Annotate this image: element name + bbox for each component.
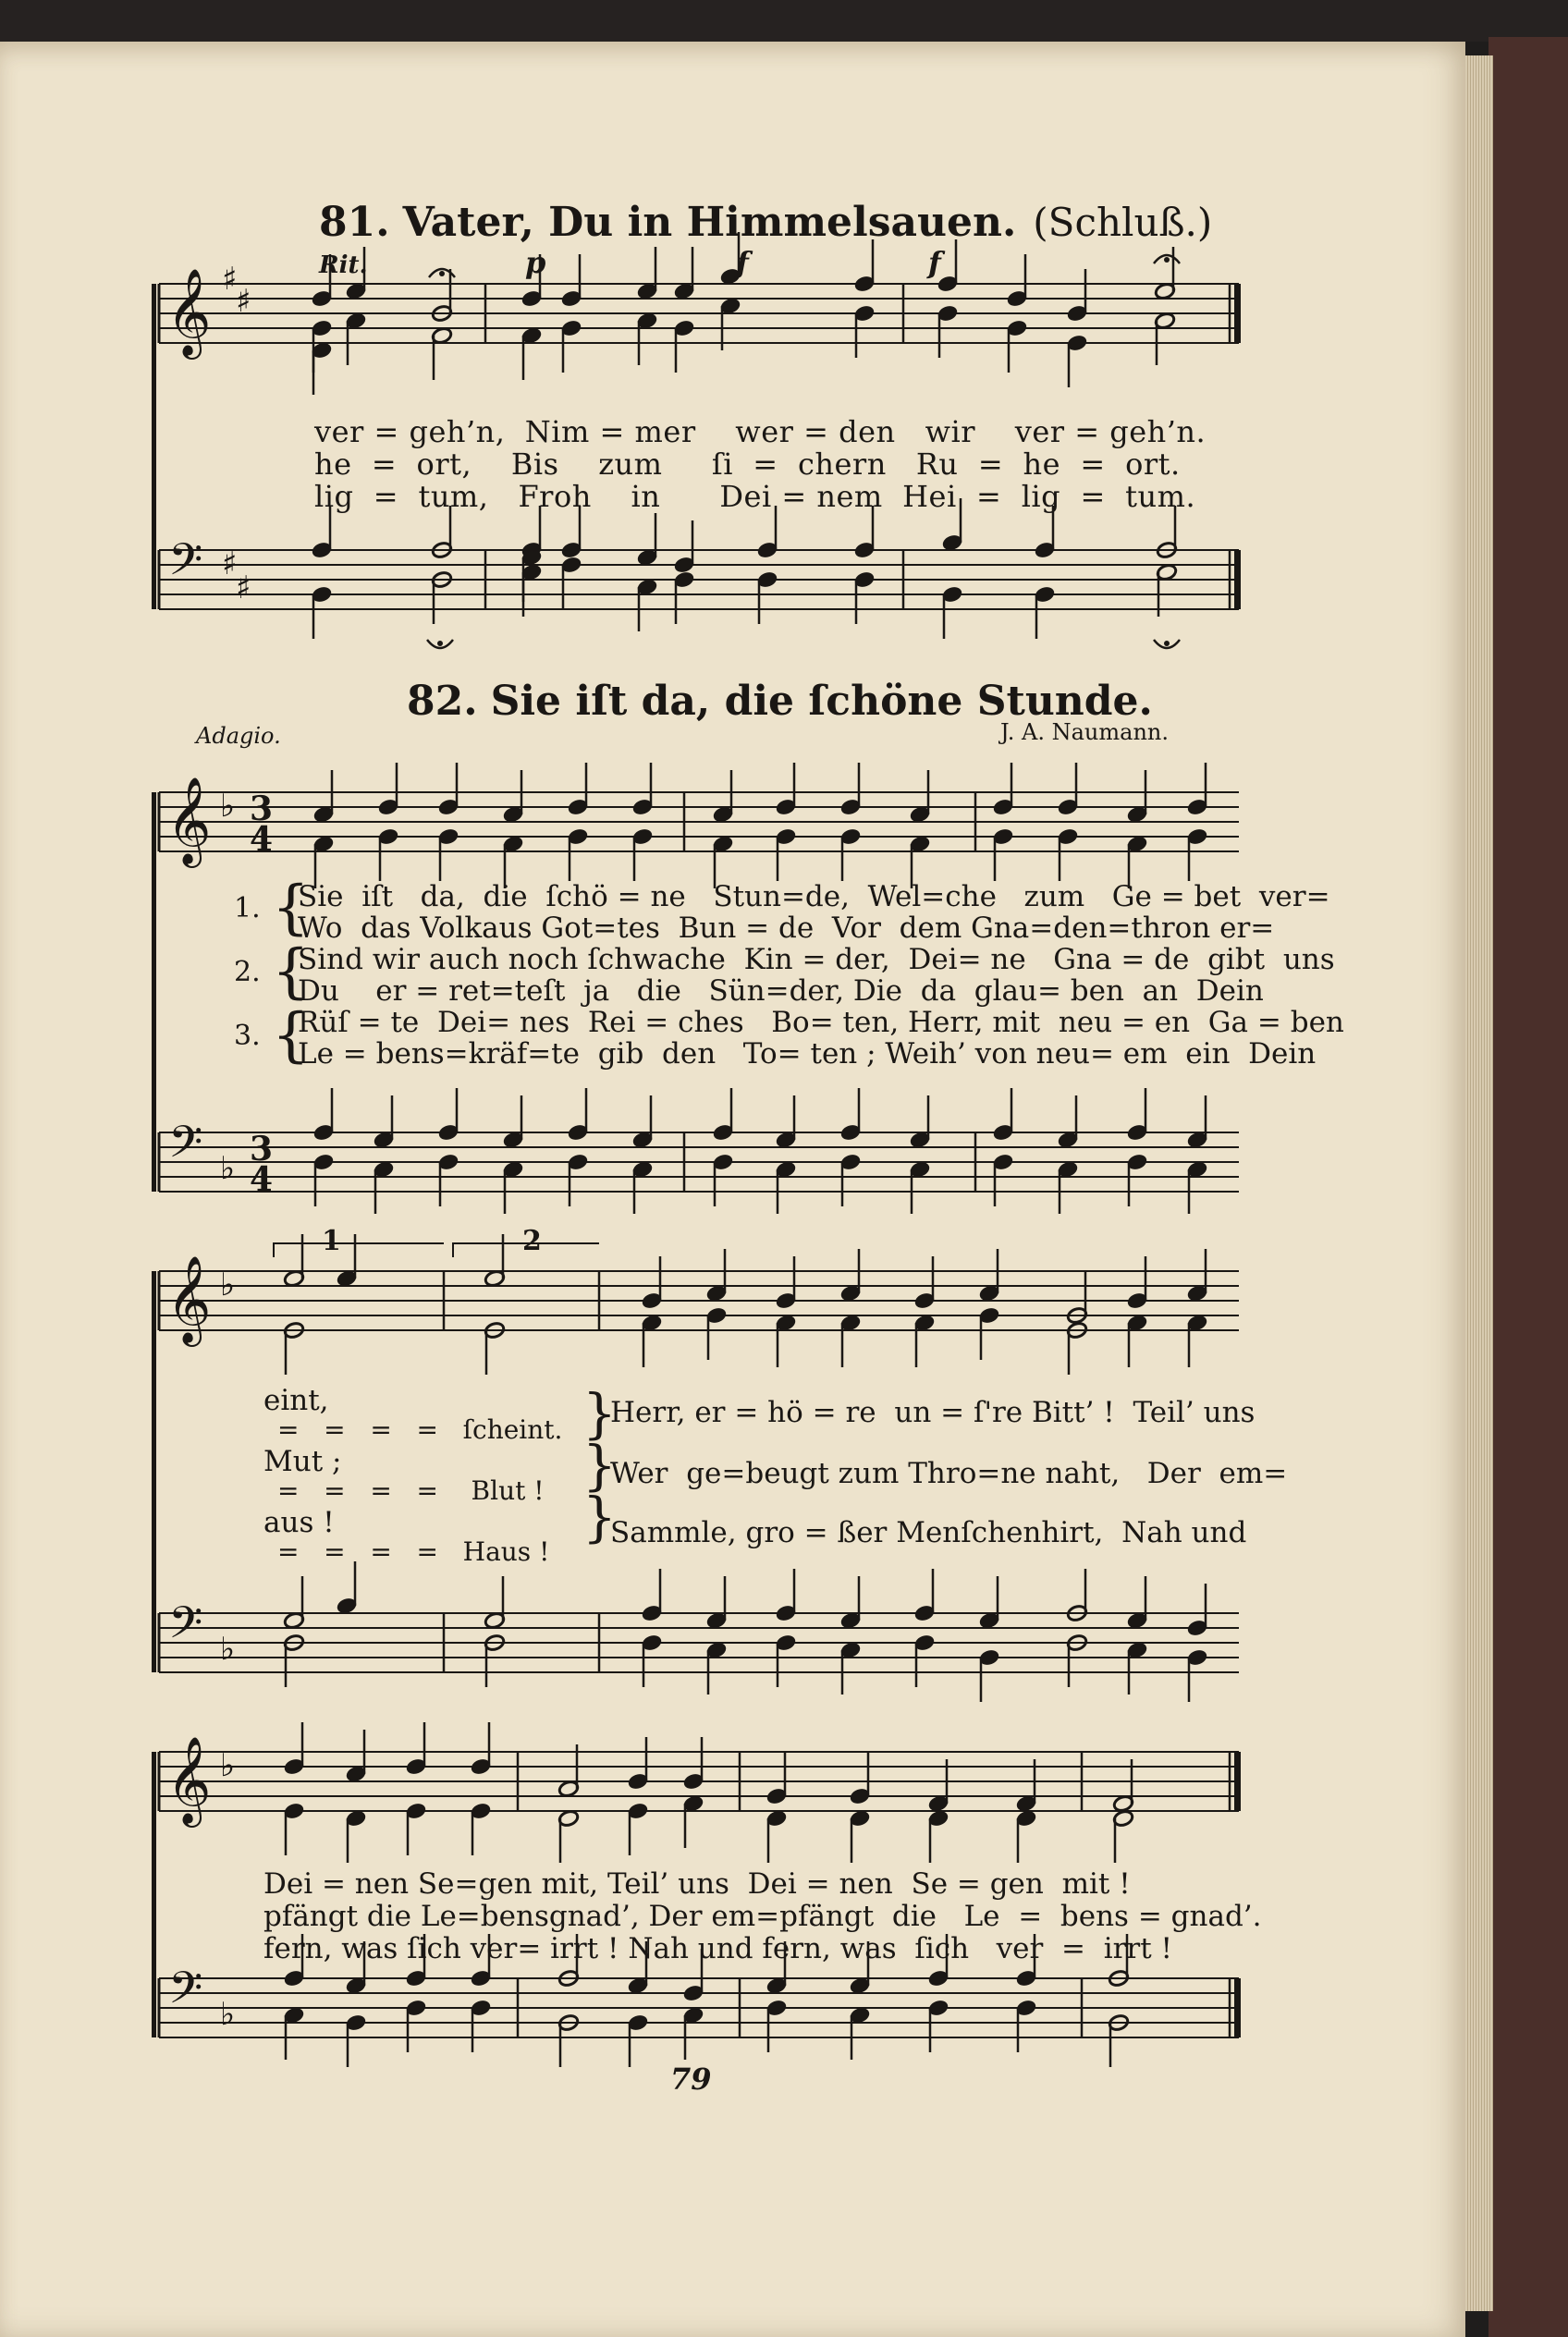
hymn-81-lyric-line-2: he = ort, Bis zum ſi = chern Ru = he = ort. [314, 447, 1181, 482]
hymn-81-lyric-line-3: lig = tum, Froh in Dei = nem Hei = lig = tum. [314, 479, 1196, 514]
treble-clef: 𝄞 [166, 1736, 212, 1824]
key-signature-accidental: ♭ [220, 1150, 236, 1187]
system-2-left-line-6: = = = = Haus ! [277, 1536, 550, 1567]
verse-brace-2: { [272, 937, 310, 1006]
key-signature-accidental: ♭ [220, 1996, 236, 2033]
verse-brace-3: { [272, 1001, 310, 1070]
final-bar-line [1234, 284, 1241, 343]
system-2-brace-2: } [582, 1434, 617, 1497]
verse-number-2: 2. [234, 956, 261, 988]
final-bar-line [1234, 550, 1241, 609]
hymn-81-heading [319, 199, 1212, 246]
system-bracket [152, 1752, 156, 2037]
system-2-right-line-1: Herr, er = hö = re un = ſ're Bitt’ ! Teil’ uns [610, 1396, 1256, 1429]
hymn-82-verse-1-line-1: Sie iſt da, die ſchö = ne Stun=de, Wel=che zum Ge = bet ver= [298, 880, 1330, 913]
hymn-82-title: Sie iſt da, die ſchöne Stunde. [490, 678, 1153, 725]
time-signature-top: 3 [250, 1130, 274, 1168]
verse-number-1: 1. [234, 892, 261, 924]
hymn-82-verse-1-line-2: Wo das Volkaus Got=tes Bun = de Vor dem Gna=den=thron er= [298, 912, 1275, 945]
key-signature-accidental: ♭ [220, 1747, 236, 1784]
fermata-dot [439, 271, 445, 276]
hymn-81-lyric-line-1: ver = geh’n, Nim = mer wer = den wir ver = geh’n. [314, 414, 1207, 449]
hymn-82-number: 82. [407, 678, 478, 725]
bass-clef: 𝄢 [168, 533, 203, 596]
fermata-dot [437, 641, 443, 646]
dynamic-forte-1: f [736, 245, 749, 280]
system-2-left-line-3: Mut ; [263, 1445, 342, 1478]
key-signature-accidental: ♭ [220, 1266, 236, 1303]
hymn-81-subtitle: (Schluß.) [1033, 200, 1213, 245]
time-signature-top: 3 [250, 789, 274, 828]
system-bracket [152, 284, 156, 609]
treble-clef: 𝄞 [166, 268, 212, 356]
tempo-marking: Adagio. [196, 723, 281, 749]
fermata-dot [1164, 257, 1170, 263]
system-3-lyric-line-2: pfängt die Le=bensgnad’, Der em=pfängt die Le = bens = gnad’. [263, 1900, 1262, 1933]
hymn-81-number: 81. [319, 199, 390, 246]
verse-brace-1: { [272, 874, 310, 942]
ritardando-mark: Rit. [319, 251, 368, 279]
bass-clef: 𝄢 [168, 1597, 203, 1659]
time-signature-bottom: 4 [250, 820, 274, 859]
hymn-82-heading [407, 678, 1153, 725]
dynamic-piano: p [525, 245, 546, 280]
system-2-right-line-3: Sammle, gro = ßer Menſchenhirt, Nah und [610, 1516, 1247, 1549]
hymn-82-verse-2-line-1: Sind wir auch noch ſchwache Kin = der, Dei= ne Gna = de gibt uns [298, 943, 1335, 976]
hymn-82-verse-3-line-1: Rüſ = te Dei= nes Rei = ches Bo= ten, Herr, mit neu = en Ga = ben [298, 1006, 1344, 1039]
key-signature-accidental: ♯ [222, 261, 238, 298]
hymn-81-title: Vater, Du in Himmelsauen. [402, 199, 1017, 246]
system-2-brace-3: } [582, 1486, 617, 1548]
system-2-brace-1: } [582, 1382, 617, 1445]
key-signature-accidental: ♭ [220, 1631, 236, 1668]
hymn-82-verse-2-line-2: Du er = ret=teſt ja die Sün=der, Die da glau= ben an Dein [298, 974, 1264, 1008]
dynamic-forte-2: f [928, 245, 941, 280]
system-2-left-line-4: = = = = Blut ! [277, 1475, 545, 1506]
key-signature-accidental: ♯ [236, 569, 251, 606]
system-2-left-line-5: aus ! [263, 1506, 335, 1539]
volta-1-label: 1 [322, 1225, 341, 1257]
key-signature-accidental: ♭ [220, 788, 236, 825]
key-signature-accidental: ♯ [236, 283, 251, 320]
volta-bracket [274, 1243, 444, 1257]
treble-clef: 𝄞 [166, 1255, 212, 1343]
time-signature-bottom: 4 [250, 1160, 274, 1199]
composer-name: J. A. Naumann. [1000, 719, 1169, 745]
verse-number-3: 3. [234, 1020, 261, 1052]
system-2-right-line-2: Wer ge=beugt zum Thro=ne naht, Der em= [610, 1457, 1288, 1490]
fermata-dot [1164, 641, 1170, 646]
system-3-lyric-line-1: Dei = nen Se=gen mit, Teil’ uns Dei = nen Se = gen mit ! [263, 1867, 1131, 1901]
treble-clef: 𝄞 [166, 777, 212, 864]
system-3-lyric-line-3: fern, was ſich ver= irrt ! Nah und fern, was ſich ver = irrt ! [263, 1932, 1173, 1965]
system-2-left-line-2: = = = = ſcheint. [277, 1414, 563, 1445]
final-bar-line [1234, 1978, 1241, 2037]
system-2-left-line-1: eint, [263, 1384, 329, 1417]
system-bracket [152, 1271, 156, 1672]
key-signature-accidental: ♯ [222, 545, 238, 582]
system-bracket [152, 792, 156, 1192]
final-bar-line [1234, 1752, 1241, 1811]
bass-clef: 𝄢 [168, 1962, 203, 2025]
hymn-82-verse-3-line-2: Le = bens=kräf=te gib den To= ten ; Weih’ von neu= em ein Dein [298, 1037, 1317, 1071]
bass-clef: 𝄢 [168, 1116, 203, 1179]
volta-2-label: 2 [522, 1225, 542, 1257]
page-number: 79 [670, 2062, 712, 2097]
